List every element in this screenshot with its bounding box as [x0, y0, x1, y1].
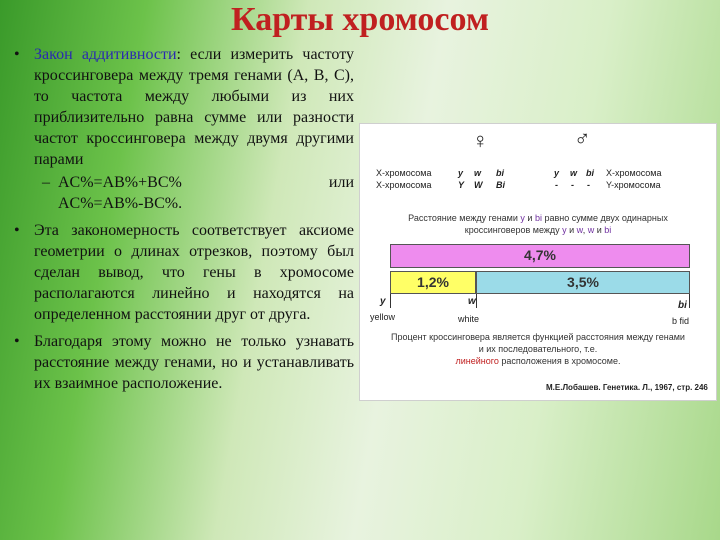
- allele-right-dash-2: -: [571, 180, 574, 190]
- bullet-marker: •: [14, 222, 20, 239]
- allele-right-w: w: [570, 168, 578, 178]
- segment-y-w-label: 1,2%: [417, 274, 449, 290]
- caption-line-2: и их последовательного, т.е.: [478, 344, 598, 354]
- text-content: [14, 44, 354, 400]
- x-chromosome-label-left-2: Х-хромосома: [376, 180, 432, 190]
- segment-w-bi-bar: [476, 271, 690, 294]
- segment-y-w-bar: [390, 271, 476, 294]
- gene-bi-label: bi: [678, 300, 687, 311]
- allele-right-bi: bi: [586, 168, 594, 178]
- female-symbol-icon: ♀: [472, 128, 489, 153]
- bullet-marker: •: [14, 333, 20, 350]
- formula-diff: AC%=AB%-BC%.: [58, 195, 183, 212]
- formula-sum: AC%=AB%+BC%: [58, 174, 182, 191]
- allele-right-y: y: [554, 168, 560, 178]
- tick-w: [476, 294, 477, 308]
- male-symbol-icon: ♂: [574, 126, 591, 151]
- statement-line-2: кроссинговеров между y и w, w и bi: [464, 225, 612, 235]
- statement-line-1: Расстояние между генами y и bi равно сумме двух одинарных: [408, 213, 668, 223]
- caption-line-3: линейного расположения в хромосоме.: [455, 356, 621, 366]
- formula-or: или: [328, 174, 354, 191]
- gene-y-name: yellow: [370, 312, 396, 322]
- slide-title: Карты хромосом: [231, 1, 489, 38]
- additivity-text: : если измерить частоту кроссинговера между тремя генами (А, В, С), то частота между любыми из них приблизительно равна сумме или разности частот кроссинговера между двумя другими парами: [34, 46, 354, 168]
- distance-text: Благодаря этому можно не только узнавать расстояние между генами, но и устанавливать их взаимное расположение.: [34, 333, 354, 392]
- geometry-text: Эта закономерность соответствует аксиоме геометрии о длинах отрезков, поэтому был сделан вывод, что гены в хромосоме располагаются линейно и находятся на определенном расстоянии друг от друга.: [34, 222, 354, 323]
- caption-line-1: Процент кроссинговера является функцией расстояния между генами: [391, 332, 685, 342]
- x-chromosome-label-right: Х-хромосома: [606, 168, 662, 178]
- gene-w-label: w: [468, 296, 476, 307]
- allele-left-y: y: [458, 168, 464, 178]
- allele-left-W: W: [474, 180, 483, 190]
- formula-block: – AC%=AB%+BC% или AC%=AB%-BC%.: [42, 174, 354, 212]
- tick-bi: [689, 294, 690, 308]
- gene-y-label: y: [380, 296, 386, 307]
- allele-right-dash-1: -: [555, 180, 558, 190]
- total-distance-bar: [390, 244, 690, 268]
- allele-left-bi: bi: [496, 168, 504, 178]
- bullet-geometry: [14, 220, 354, 325]
- citation: М.Е.Лобашев. Генетика. Л., 1967, стр. 246: [546, 383, 708, 392]
- bullet-marker: •: [14, 46, 20, 63]
- allele-right-dash-3: -: [587, 180, 590, 190]
- allele-left-w: w: [474, 168, 482, 178]
- allele-left-Y: Y: [458, 180, 465, 190]
- term-additivity: Закон аддитивности: [34, 46, 177, 63]
- bullet-distance: [14, 331, 354, 394]
- allele-left-Bi: Bi: [496, 180, 505, 190]
- x-chromosome-label-left: Х-хромосома: [376, 168, 432, 178]
- tick-y: [390, 294, 391, 308]
- y-chromosome-label-right: Y-хромосома: [606, 180, 661, 190]
- bullet-additivity: [14, 44, 354, 214]
- total-distance-label: 4,7%: [524, 247, 556, 263]
- chromosome-map-figure: [359, 123, 717, 401]
- segment-w-bi-label: 3,5%: [567, 274, 599, 290]
- gene-bi-name: b fid: [672, 316, 690, 326]
- gene-w-name: white: [458, 314, 480, 324]
